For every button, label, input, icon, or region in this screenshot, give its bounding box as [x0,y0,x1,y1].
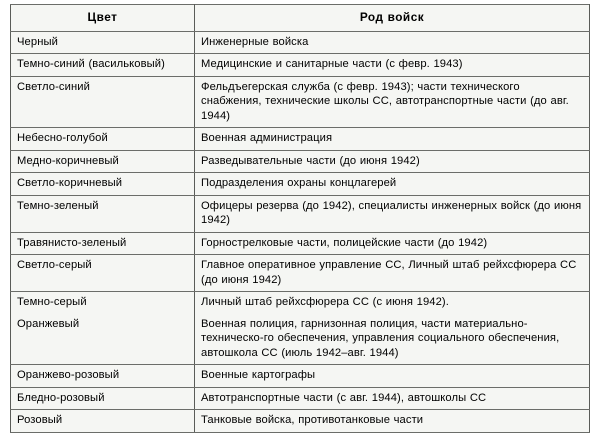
branch-description-text: Танковые войска, противотанковые части [201,414,424,426]
branch-description-text: Личный штаб рейхсфюрера СС (с июня 1942). [201,296,449,308]
cell-color [11,150,195,173]
cell-branch [195,128,590,151]
table-row [11,410,590,433]
cell-branch [195,232,590,255]
cell-color [11,292,195,314]
table-body [11,31,590,432]
color-name-text: Светло-коричневый [17,177,123,189]
cell-color [11,232,195,255]
cell-color [11,255,195,292]
cell-color [11,76,195,128]
color-name-text: Небесно-голубой [17,132,108,144]
cell-branch [195,410,590,433]
color-name-text: Темно-зеленый [17,199,99,212]
table-row [11,195,590,232]
column-header-branch: Род войск [195,5,590,32]
table-row [11,232,590,255]
branch-description-text: Военные картографы [201,369,316,381]
table-row [11,31,590,54]
branch-description-text: Автотранспортные части (с авг. 1944), автошколы СС [201,391,487,404]
cell-branch [195,195,590,232]
branch-description-text: Военная полиция, гарнизонная полиция, части материально-техническо-го обеспечения, управления социального обеспечения, автошкола СС (июль 1942–авг. 1944) [201,317,560,359]
color-name-text: Бледно-розовый [17,391,105,404]
ss-branch-color-table [10,4,590,433]
table-row [11,314,590,365]
cell-branch [195,173,590,196]
branch-description-text: Подразделения охраны концлагерей [201,177,397,189]
branch-description-text: Главное оперативное управление СС, Личный штаб рейхсфюрера СС (до июня 1942) [201,259,577,286]
color-name-text: Черный [17,35,58,48]
color-name-text: Светло-синий [17,80,90,93]
color-name-text: Темно-синий (васильковый) [17,58,165,70]
cell-color [11,410,195,433]
cell-branch [195,387,590,410]
cell-branch [195,76,590,128]
cell-branch [195,255,590,292]
table-row [11,76,590,128]
cell-color [11,314,195,365]
cell-branch [195,54,590,77]
branch-description-text: Медицинские и санитарные части (с февр. 1943) [201,58,463,70]
cell-branch [195,292,590,314]
cell-color [11,31,195,54]
color-name-text: Розовый [17,414,63,426]
branch-description-text: Военная администрация [201,132,333,144]
table-row [11,292,590,314]
cell-branch [195,31,590,54]
branch-description-text: Фельдъегерская служба (с февр. 1943); части технического снабжения, технические школы СС, автотранспортные части (до авг. 1944) [201,80,569,122]
branch-description-text: Инженерные войска [201,35,309,48]
cell-color [11,173,195,196]
cell-color [11,128,195,151]
cell-color [11,195,195,232]
table-header [11,5,590,32]
branch-description-text: Разведывательные части (до июня 1942) [201,154,420,167]
color-name-text: Темно-серый [17,296,87,308]
color-name-text: Оранжево-розовый [17,369,120,381]
color-name-text: Оранжевый [17,317,80,330]
table-row [11,387,590,410]
column-header-color: Цвет [11,5,195,32]
branch-description-text: Офицеры резерва (до 1942), специалисты инженерных войск (до июня 1942) [201,199,582,226]
table-row [11,150,590,173]
color-name-text: Медно-коричневый [17,154,119,167]
table-row [11,173,590,196]
cell-color [11,365,195,388]
cell-branch [195,365,590,388]
table-header-row [11,5,590,32]
cell-branch [195,150,590,173]
table-row [11,128,590,151]
table-row [11,54,590,77]
color-name-text: Светло-серый [17,259,92,271]
cell-color [11,54,195,77]
table-row [11,365,590,388]
cell-color [11,387,195,410]
table-container [10,4,589,433]
table-row [11,255,590,292]
cell-branch [195,314,590,365]
branch-description-text: Горнострелковые части, полицейские части (до 1942) [201,236,488,249]
color-name-text: Травянисто-зеленый [17,236,127,249]
